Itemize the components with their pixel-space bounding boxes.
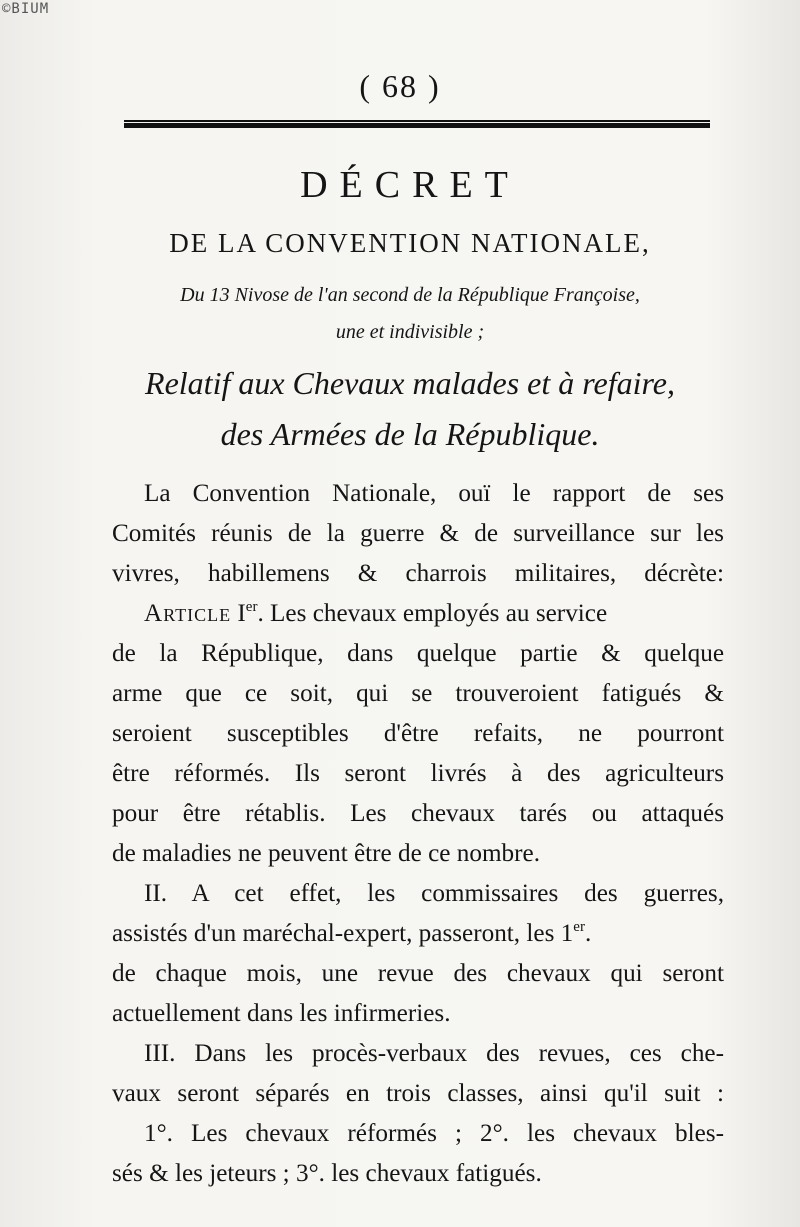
body-line: actuellement dans les infirmeries. xyxy=(112,1000,451,1027)
body-line-text: assistés d'un maréchal-expert, passeront, les 1 xyxy=(112,920,574,947)
body-line: La Convention Nationale, ouï le rapport de ses xyxy=(144,480,724,507)
page-number: ( 68 ) xyxy=(359,68,441,104)
body-line: arme que ce soit, qui se trouveroient fatigués & xyxy=(112,680,724,707)
decree-subtitle: DE LA CONVENTION NATIONALE, xyxy=(169,228,651,258)
article-number-sup: er xyxy=(245,599,258,615)
decree-subject-line-2: des Armées de la République. xyxy=(220,416,600,452)
body-line: pour être rétablis. Les chevaux tarés ou attaqués xyxy=(112,800,724,827)
ordinal-sup: er xyxy=(573,919,585,935)
decree-date-line-2: une et indivisible ; xyxy=(335,321,485,343)
body-line: 1°. Les chevaux réformés ; 2°. les chevaux bles- xyxy=(144,1120,724,1147)
decree-subject-line-1: Relatif aux Chevaux malades et à refaire, xyxy=(145,365,675,401)
body-line xyxy=(112,914,724,954)
body-line: seroient susceptibles d'être refaits, ne pourront xyxy=(112,720,724,747)
article-2-line: II. A cet effet, les commissaires des guerres, xyxy=(144,880,724,907)
article-1-text: . Les chevaux employés au service xyxy=(257,600,608,627)
body-line: vivres, habillemens & charrois militaires, décrète: xyxy=(112,560,724,587)
article-1-heading-line xyxy=(144,594,724,634)
header-rule xyxy=(124,120,710,128)
body-line: de maladies ne peuvent être de ce nombre. xyxy=(112,840,540,867)
body-line: Comités réunis de la guerre & de surveillance sur les xyxy=(112,520,724,547)
article-label: Article xyxy=(144,600,232,627)
watermark: ©BIUM xyxy=(2,1,50,17)
article-number: I xyxy=(237,600,246,627)
body-line: sés & les jeteurs ; 3°. les chevaux fatigués. xyxy=(112,1160,542,1187)
body-line-text: . xyxy=(584,920,592,947)
body-line: vaux seront séparés en trois classes, ainsi qu'il suit : xyxy=(112,1080,724,1107)
article-3-line: III. Dans les procès-verbaux des revues, ces che- xyxy=(144,1040,724,1067)
decree-date-line-1: Du 13 Nivose de l'an second de la République Françoise, xyxy=(180,284,640,306)
body-line: de la République, dans quelque partie & quelque xyxy=(112,640,724,667)
body-line: de chaque mois, une revue des chevaux qui seront xyxy=(112,960,724,987)
decree-title: DÉCRET xyxy=(300,164,520,206)
body-line: être réformés. Ils seront livrés à des agriculteurs xyxy=(112,760,724,787)
